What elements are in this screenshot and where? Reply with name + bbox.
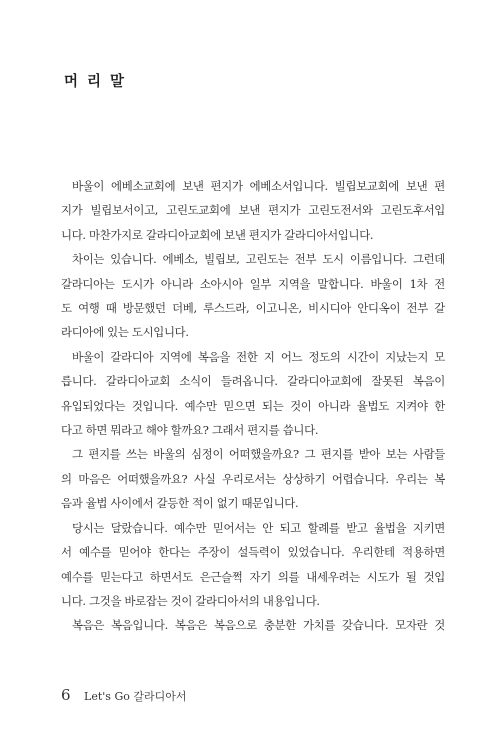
body-text [61, 174, 445, 638]
book-title: Let's Go 갈라디아서 [84, 690, 187, 703]
text-line: 서 예수를 믿어야 한다는 주장이 설득력이 있었습니다. 우리한테 적용하면 [61, 545, 445, 560]
text-line: 예수를 믿는다고 하면서도 은근슬쩍 자기 의를 내세우려는 시도가 될 것입 [61, 569, 445, 584]
text-line: 니다. 마찬가지로 갈라디아교회에 보낸 편지가 갈라디아서입니다. [61, 227, 374, 242]
text-line: 다고 하면 뭐라고 해야 할까요? 그래서 편지를 씁니다. [61, 423, 319, 438]
paragraph [61, 345, 445, 443]
text-line: 도 여행 때 방문했던 더베, 루스드라, 이고니온, 비시디아 안디옥이 전부 갈 [61, 301, 445, 316]
text-line: 라디아에 있는 도시입니다. [61, 325, 189, 340]
paragraph [61, 247, 445, 345]
text-line: 당시는 달랐습니다. 예수만 믿어서는 안 되고 할례를 받고 율법을 지키면 [72, 520, 445, 535]
paragraph [61, 613, 445, 637]
paragraph [61, 174, 445, 247]
paragraph [61, 516, 445, 614]
text-line: 유입되었다는 것입니다. 예수만 믿으면 되는 것이 아니라 율법도 지켜야 한 [61, 398, 445, 413]
page-number: 6 [61, 686, 71, 704]
text-line: 니다. 그것을 바로잡는 것이 갈라디아서의 내용입니다. [61, 593, 320, 608]
text-line: 복음은 복음입니다. 복음은 복음으로 충분한 가치를 갖습니다. 모자란 것 [72, 618, 445, 633]
paragraph [61, 442, 445, 515]
text-line: 그 편지를 쓰는 바울의 심정이 어떠했을까요? 그 편지를 받아 보는 사람들 [72, 447, 445, 462]
text-line: 음과 율법 사이에서 갈등한 적이 없기 때문입니다. [61, 496, 299, 511]
page-footer [61, 686, 186, 704]
page-heading: 머리말 [64, 74, 134, 90]
text-line: 차이는 있습니다. 에베소, 빌립보, 고린도는 전부 도시 이름입니다. 그런데 [72, 252, 445, 267]
text-line: 릅니다. 갈라디아교회 소식이 들려옵니다. 갈라디아교회에 잘못된 복음이 [61, 374, 445, 389]
text-line: 바울이 갈라디아 지역에 복음을 전한 지 어느 정도의 시간이 지났는지 모 [72, 349, 445, 364]
text-line: 지가 빌립보서이고, 고린도교회에 보낸 편지가 고린도전서와 고린도후서입 [61, 203, 445, 218]
text-line: 의 마음은 어떠했을까요? 사실 우리로서는 상상하기 어렵습니다. 우리는 복 [61, 471, 445, 486]
text-line: 갈라디아는 도시가 아니라 소아시아 일부 지역을 말합니다. 바울이 1차 전 [61, 276, 445, 291]
text-line: 바울이 에베소교회에 보낸 편지가 에베소서입니다. 빌립보교회에 보낸 편 [72, 179, 445, 193]
